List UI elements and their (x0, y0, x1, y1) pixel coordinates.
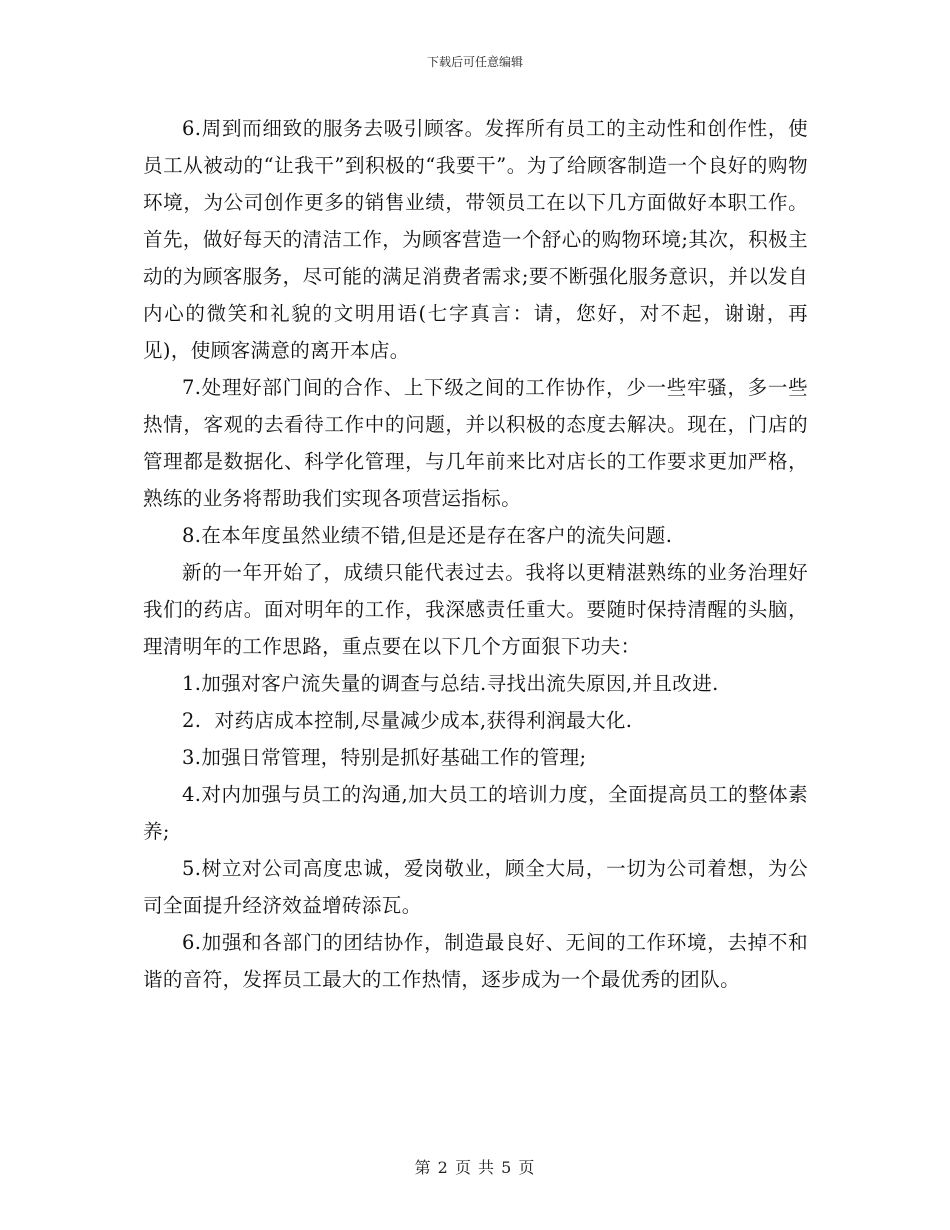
paragraph-service: 6.周到而细致的服务去吸引顾客。发挥所有员工的主动性和创作性，使员工从被动的“让我干”到积极的“我要干”。为了给顾客制造一个良好的购物环境，为公司创作更多的销售业绩，带领员工在以下几方面做好本职工作。首先，做好每天的清洁工作，为顾客营造一个舒心的购物环境;其次，积极主动的为顾客服务，尽可能的满足消费者需求;要不断强化服务意识，并以发自内心的微笑和礼貌的文明用语(七字真言：请，您好，对不起，谢谢，再见)，使顾客满意的离开本店。 (143, 117, 808, 362)
paragraph-cooperation: 7.处理好部门间的合作、上下级之间的工作协作，少一些牢骚，多一些热情，客观的去看待工作中的问题，并以积极的态度去解决。现在，门店的管理都是数据化、科学化管理，与几年前来比对店长的工作要求更加严格，熟练的业务将帮助我们实现各项营运指标。 (143, 376, 808, 510)
paragraph-customer-loss: 8.在本年度虽然业绩不错,但是还是存在客户的流失问题. (182, 524, 673, 547)
list-item-5: 5.树立对公司高度忠诚，爱岗敬业，顾全大局，一切为公司着想，为公司全面提升经济效益增砖添瓦。 (143, 857, 808, 917)
list-item-2: 2. 对药店成本控制,尽量减少成本,获得利润最大化. (182, 709, 633, 732)
paragraph-new-year: 新的一年开始了，成绩只能代表过去。我将以更精湛熟练的业务治理好我们的药店。面对明年的工作，我深感责任重大。要随时保持清醒的头脑，理清明年的工作思路，重点要在以下几个方面狠下功夫： (143, 561, 808, 658)
list-item-3: 3.加强日常管理，特别是抓好基础工作的管理; (182, 746, 587, 769)
list-item-1: 1.加强对客户流失量的调查与总结.寻找出流失原因,并且改进. (182, 672, 719, 695)
document-body (143, 110, 808, 998)
list-item-4: 4.对内加强与员工的沟通,加大员工的培训力度，全面提高员工的整体素养; (143, 783, 808, 843)
list-item-6: 6.加强和各部门的团结协作，制造最良好、无间的工作环境，去掉不和谐的音符，发挥员工最大的工作热情，逐步成为一个最优秀的团队。 (143, 931, 808, 991)
page-header: 下载后可任意编辑 (426, 55, 523, 69)
page-footer: 第 2 页 共 5 页 (414, 1158, 536, 1177)
